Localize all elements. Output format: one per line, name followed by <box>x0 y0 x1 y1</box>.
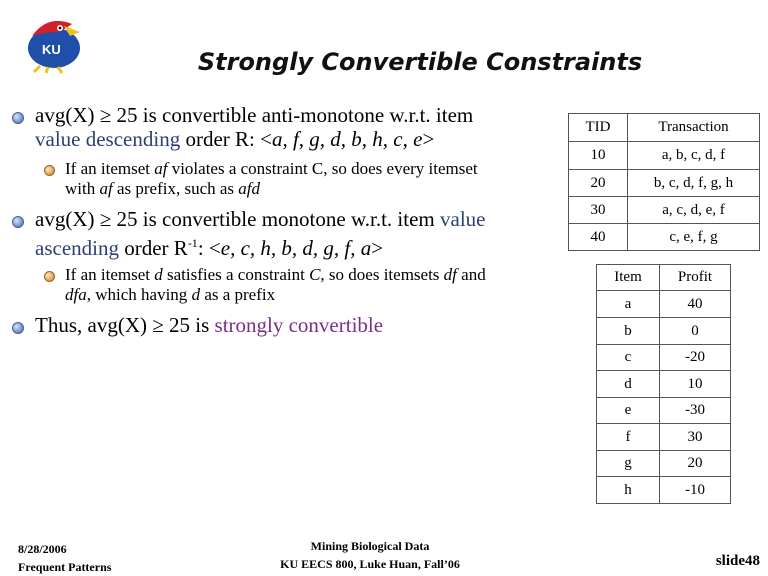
sub-bullet-1: If an itemset af violates a constraint C, so does every itemset with af as prefix, such as afd <box>65 159 478 198</box>
slide-number: slide48 <box>715 553 760 569</box>
table-header: Item <box>597 265 660 291</box>
table-row: 20 b, c, d, f, g, h <box>569 170 760 197</box>
table-header: Transaction <box>628 114 760 142</box>
table-row: h -10 <box>597 477 731 504</box>
table-header: TID <box>569 114 628 142</box>
table-row: b 0 <box>597 318 731 345</box>
table-row: f 30 <box>597 424 731 451</box>
transaction-table <box>568 113 760 251</box>
bullet-icon <box>12 322 24 334</box>
table-row: d 10 <box>597 371 731 398</box>
profit-table <box>596 264 731 504</box>
table-row: 30 a, c, d, e, f <box>569 197 760 224</box>
table-row: a 40 <box>597 291 731 318</box>
sub-bullet-icon <box>44 165 55 176</box>
svg-text:KU: KU <box>42 42 61 57</box>
table-row: e -30 <box>597 398 731 424</box>
sub-bullet-icon <box>44 271 55 282</box>
table-row: 10 a, b, c, d, f <box>569 142 760 170</box>
bullet-1: avg(X) ≥ 25 is convertible anti-monotone w.r.t. item value descending order R: <a, f, g, d, b, h, c, e> <box>35 103 474 151</box>
slide-title: Strongly Convertible Constraints <box>197 48 643 76</box>
jayhawk-logo <box>18 12 88 74</box>
table-row: c -20 <box>597 345 731 371</box>
bullet-icon <box>12 216 24 228</box>
table-row: 40 c, e, f, g <box>569 224 760 251</box>
bullet-icon <box>12 112 24 124</box>
table-row: g 20 <box>597 451 731 477</box>
footer-center: Mining Biological Data KU EECS 800, Luke Huan, Fall’06 <box>280 539 460 571</box>
bullet-3: Thus, avg(X) ≥ 25 is strongly convertible <box>35 313 384 337</box>
sub-bullet-2: If an itemset d satisfies a constraint C, so does itemsets df and dfa, which having d as a prefix <box>65 265 486 304</box>
table-header: Profit <box>660 265 731 291</box>
footer-left: 8/28/2006 Frequent Patterns <box>18 542 112 574</box>
bullet-2: avg(X) ≥ 25 is convertible monotone w.r.t. item value ascending order $R^{-1}$: <e, c, h, b, d, g, f, a> <box>35 207 486 260</box>
